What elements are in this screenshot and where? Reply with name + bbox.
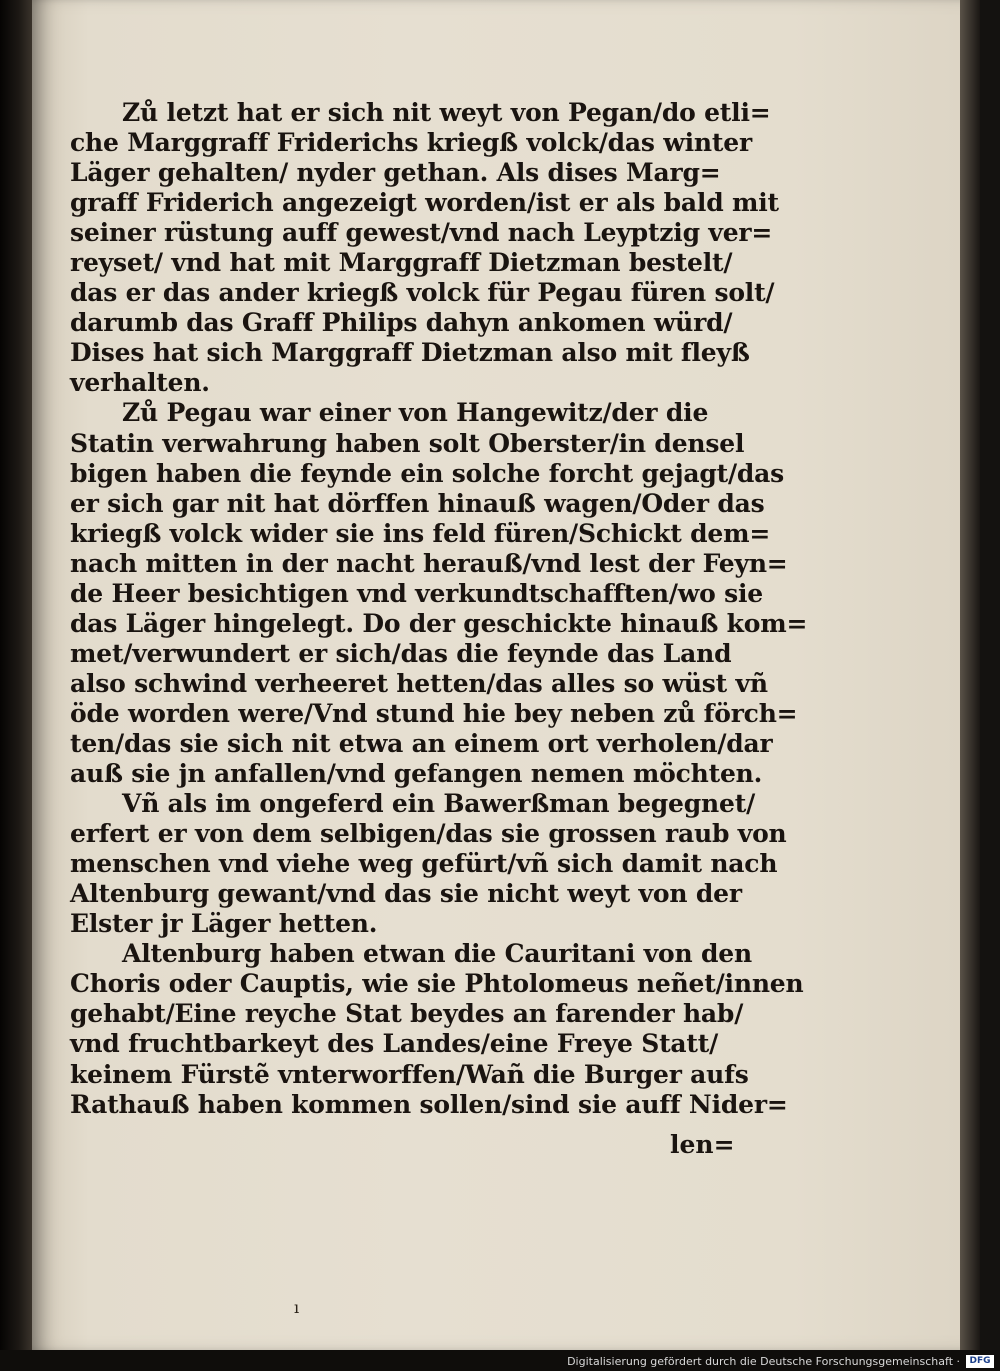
text-line: nach mitten in der nacht herauß/vnd lest der Feyn= [70,548,788,578]
text-line: Altenburg haben etwan die Cauritani von den [122,939,752,969]
text-line: also schwind verheeret hetten/das alles so wüst vñ [70,668,768,698]
text-line: bigen haben die feynde ein solche forcht gejagt/das [70,458,785,488]
text-line: das er das ander kriegß volck für Pegau füren solt/ [70,278,775,308]
text-line: Zů letzt hat er sich nit weyt von Pegan/do etli= [122,98,771,127]
text-line: erfert er von dem selbigen/das sie grossen raub von [70,819,787,849]
text-line: Altenburg gewant/vnd das sie nicht weyt von der [70,879,742,909]
text-line: Rathauß haben kommen sollen/sind sie auff Nider= [70,1089,788,1119]
text-line: Choris oder Cauptis, wie sie Phtolomeus neñet/innen [70,969,804,999]
text-line: verhalten. [70,368,210,398]
dfg-logo-icon: DFG [966,1355,994,1368]
text-line: Läger gehalten/ nyder gethan. Als dises Marg= [70,158,721,188]
text-line: reyset/ vnd hat mit Marggraff Dietzman bestelt/ [70,248,733,278]
text-line: Elster jr Läger hetten. [70,909,378,939]
text-line: keinem Fürstẽ vnterworffen/Wañ die Burger aufs [70,1059,749,1089]
digitization-footer [0,1350,1000,1371]
signature-mark: ı [294,1298,300,1317]
text-line: darumb das Graff Philips dahyn ankomen würd/ [70,308,733,338]
page-right-edge [960,0,980,1350]
body-text [70,98,808,1120]
text-line: kriegß volck wider sie ins feld füren/Schickt dem= [70,518,771,548]
text-line: menschen vnd viehe weg gefürt/vñ sich damit nach [70,849,778,879]
text-line: er sich gar nit hat dörffen hinauß wagen/Oder das [70,488,765,518]
text-line: öde worden were/Vnd stund hie bey neben zů förch= [70,698,798,728]
text-line: ten/das sie sich nit etwa an einem ort verholen/dar [70,728,773,758]
text-line: Zů Pegau war einer von Hangewitz/der die [122,398,709,428]
text-line: de Heer besichtigen vnd verkundtschafften/wo sie [70,578,763,608]
text-line: gehabt/Eine reyche Stat beydes an farender hab/ [70,999,744,1029]
catchword: len= [670,1130,735,1159]
text-line: met/verwundert er sich/das die feynde das Land [70,638,732,668]
text-line: seiner rüstung auff gewest/vnd nach Leyptzig ver= [70,218,773,248]
text-line: Statin verwahrung haben solt Oberster/in densel [70,428,745,458]
book-gutter-edge [0,0,32,1350]
text-line: che Marggraff Friderichs kriegß volck/das winter [70,128,752,158]
text-line: vnd fruchtbarkeyt des Landes/eine Freye Statt/ [70,1029,719,1059]
text-line: auß sie jn anfallen/vnd gefangen nemen möchten. [70,759,763,789]
text-line: graff Friderich angezeigt worden/ist er als bald mit [70,188,779,218]
text-line: Vñ als im ongeferd ein Bawerßman begegnet/ [122,789,756,819]
text-line: das Läger hingelegt. Do der geschickte hinauß kom= [70,608,808,638]
funding-credit: Digitalisierung gefördert durch die Deutsche Forschungsgemeinschaft · [567,1355,960,1368]
text-line: Dises hat sich Marggraff Dietzman also mit fleyß [70,338,750,368]
